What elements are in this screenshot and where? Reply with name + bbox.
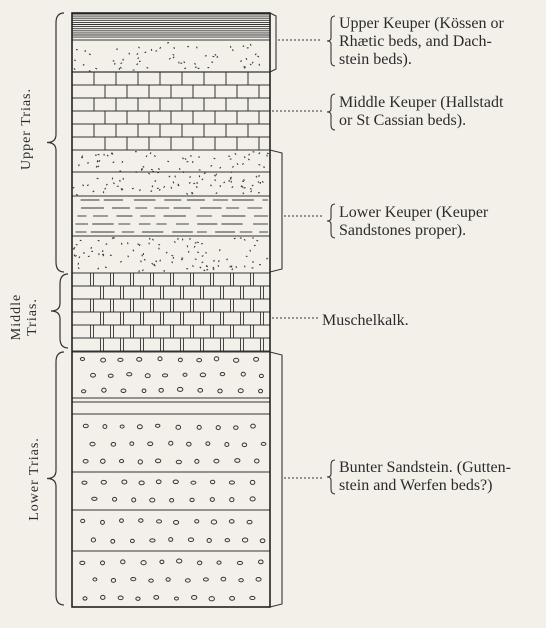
middle-keuper-label: Middle Keuper (Hallstadt or St Cassian beds). [339,94,504,129]
bunter-label-brace [327,460,335,494]
column-outline [72,13,270,607]
fine-laminated-layer [72,14,270,37]
middle-trias-brace [51,274,68,348]
middle-trias-label-line2: Trias. [25,298,40,336]
lower-keuper-bracket [270,150,282,272]
sandstone-stipple-layer [73,152,269,196]
upper-keuper-label-brace [327,16,335,66]
middle-keuper-label-brace [327,94,335,130]
shale-dashed-layer [75,200,268,232]
pebble-sandstone-layer [81,519,265,543]
muschelkalk-brick-layer [72,273,270,352]
limestone-brick-layer [72,72,270,150]
lower-keuper-label: Lower Keuper (Keuper Sandstones proper). [339,204,489,239]
lower-trias-brace [47,352,64,605]
bunter-sandstein-label: Bunter Sandstein. (Gutten- stein and Werfen beds?) [339,459,511,494]
upper-keuper-label: Upper Keuper (Kössen or Rhætic beds, and Dach- stein beds). [339,15,504,68]
pebble-sandstone-layer [82,480,255,502]
column-rock-layers [72,13,270,607]
pebble-sandstone-layer [83,424,266,464]
upper-trias-brace [47,13,64,272]
pebble-sandstone-layer [80,357,263,393]
upper-keuper-bracket [270,13,276,72]
muschelkalk-label: Muschelkalk. [322,312,409,329]
sandstone-stipple-layer [73,238,268,272]
middle-trias-label-line1: Middle [9,293,24,341]
lower-trias-label: Lower Trias. [27,437,42,521]
upper-trias-label: Upper Trias. [19,88,34,171]
lower-keuper-label-brace [327,204,335,238]
bunter-bracket [270,352,282,607]
pebble-sandstone-layer [80,559,263,601]
middle-trias-label [9,285,43,349]
sandstone-stipple-layer [74,43,260,72]
